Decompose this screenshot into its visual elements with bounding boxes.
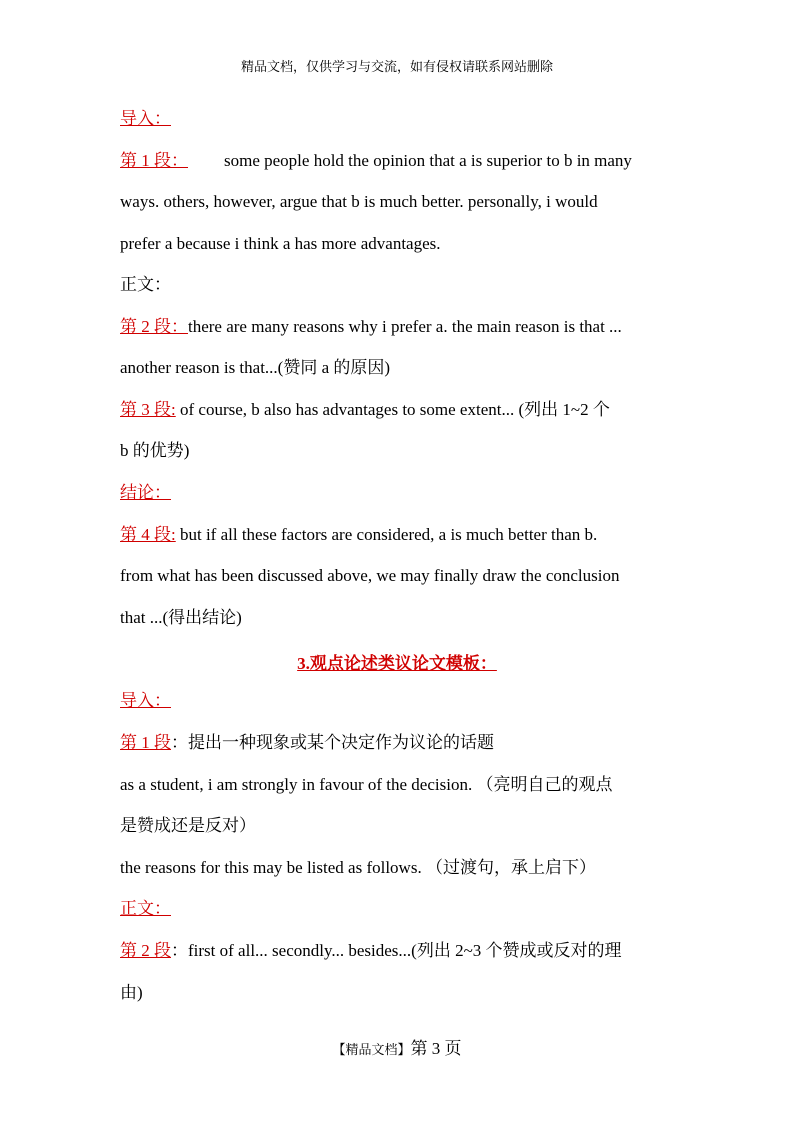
- paragraph-3-label: 第 3 段:: [120, 400, 176, 419]
- paragraph-2-label: 第 2 段：: [120, 317, 188, 336]
- paragraph-1-label: 第 1 段：: [120, 151, 188, 170]
- s3-line-c: the reasons for this may be listed as follows. （过渡句，承上启下）: [120, 858, 596, 877]
- footer-page-number: 第 3 页: [410, 1039, 462, 1058]
- section-3-heading: [0, 649, 794, 674]
- body-label: 正文：: [120, 275, 171, 294]
- paragraph-4-line-3: that ...(得出结论): [120, 608, 242, 627]
- page-footer: [0, 1034, 794, 1059]
- paragraph-4-line-1: [120, 524, 597, 546]
- paragraph-3-line-2: b 的优势): [120, 441, 190, 460]
- paragraph-4-line-2: from what has been discussed above, we may finally draw the conclusion: [120, 566, 620, 585]
- s3-paragraph-1-label: 第 1 段: [120, 733, 171, 752]
- s3-body-label: 正文：: [120, 899, 171, 918]
- paragraph-3-line-1: [120, 399, 610, 421]
- s3-paragraph-2-text: ：first of all... secondly... besides...(列出 2~3 个赞成或反对的理: [171, 941, 622, 960]
- paragraph-4-label: 第 4 段:: [120, 525, 176, 544]
- s3-paragraph-2-label: 第 2 段: [120, 941, 171, 960]
- paragraph-4-text: but if all these factors are considered, a is much better than b.: [175, 525, 598, 544]
- paragraph-2-text: there are many reasons why i prefer a. the main reason is that ...: [188, 317, 622, 336]
- section-3-heading-text: 3.观点论述类议论文模板：: [297, 654, 497, 673]
- paragraph-2-line-1: [120, 316, 622, 338]
- s3-paragraph-2-line-1: [120, 940, 622, 962]
- s3-paragraph-1-text: ：提出一种现象或某个决定作为议论的话题: [171, 733, 494, 752]
- intro-label: 导入：: [120, 109, 171, 128]
- paragraph-1-line-3: prefer a because i think a has more advantages.: [120, 234, 441, 253]
- s3-line-a: as a student, i am strongly in favour of the decision. （亮明自己的观点: [120, 775, 613, 794]
- s3-intro-label: 导入：: [120, 691, 171, 710]
- conclusion-label: 结论：: [120, 483, 171, 502]
- paragraph-1-text: some people hold the opinion that a is superior to b in many: [224, 151, 632, 170]
- paragraph-3-text: of course, b also has advantages to some extent... (列出 1~2 个: [175, 400, 610, 419]
- s3-paragraph-2-line-2: 由): [120, 983, 143, 1002]
- footer-prefix: 【精品文档】: [332, 1043, 411, 1058]
- page-header: 精品文档，仅供学习与交流，如有侵权请联系网站删除: [240, 60, 553, 75]
- paragraph-1-line-1: [120, 150, 632, 172]
- s3-line-b: 是赞成还是反对）: [120, 816, 256, 835]
- s3-paragraph-1: [120, 732, 494, 754]
- paragraph-2-line-2: another reason is that...(赞同 a 的原因): [120, 358, 391, 377]
- paragraph-1-line-2: ways. others, however, argue that b is much better. personally, i would: [120, 192, 598, 211]
